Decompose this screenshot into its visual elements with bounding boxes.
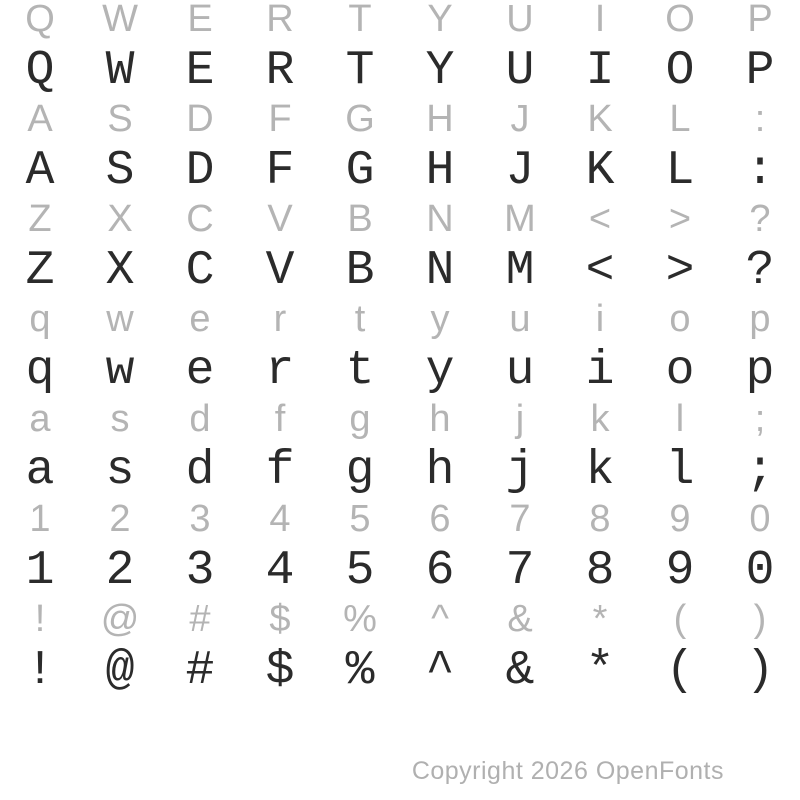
char-cell-specimen: 7 [505,544,535,598]
char-cell-label: t [354,297,366,340]
char-cell-specimen: u [505,344,535,398]
char-cell-label: g [349,397,371,440]
char-row-uppercase-bottom-specimen [0,244,800,298]
char-cell-specimen: h [425,444,455,498]
char-cell-label: P [747,0,773,40]
char-cell-specimen: y [425,344,455,398]
char-cell-label: < [588,197,612,240]
char-cell-label: M [504,197,536,240]
char-row-uppercase-home-specimen [0,144,800,198]
char-cell-label: X [107,197,133,240]
char-cell-specimen: O [665,44,695,98]
char-cell-specimen: P [745,44,775,98]
char-row-lowercase-home-specimen [0,444,800,498]
char-cell-specimen: 3 [185,544,215,598]
char-cell-label: ! [34,597,46,640]
copyright-text: Copyright 2026 OpenFonts [411,757,724,785]
char-cell-label: Y [427,0,453,40]
char-cell-specimen: W [105,44,135,98]
char-cell-specimen: g [345,444,375,498]
char-cell-label: ; [754,397,766,440]
char-cell-specimen: N [425,244,455,298]
char-cell-specimen: Z [25,244,55,298]
char-cell-label: ? [749,197,771,240]
char-cell-specimen: T [345,44,375,98]
char-cell-label: 4 [269,497,291,540]
char-cell-specimen: 4 [265,544,295,598]
char-row-lowercase-top-label [0,294,800,344]
char-cell-specimen: : [745,144,775,198]
char-cell-specimen: ( [665,644,695,698]
char-cell-label: J [510,97,530,140]
char-cell-specimen: % [345,644,375,698]
char-cell-label: H [426,97,454,140]
char-cell-specimen: # [185,644,215,698]
char-cell-specimen: V [265,244,295,298]
char-cell-specimen: A [25,144,55,198]
char-cell-specimen: ) [745,644,775,698]
char-cell-label: l [675,397,685,440]
char-cell-specimen: 2 [105,544,135,598]
char-cell-specimen: G [345,144,375,198]
char-cell-label: U [506,0,534,40]
char-cell-specimen: < [585,244,615,298]
char-cell-specimen: & [505,644,535,698]
char-cell-specimen: i [585,344,615,398]
char-cell-label: k [590,397,610,440]
char-cell-label: 3 [189,497,211,540]
char-cell-specimen: e [185,344,215,398]
char-row-uppercase-top-label [0,0,800,44]
char-cell-label: 0 [749,497,771,540]
char-cell-label: B [347,197,373,240]
char-cell-label: 9 [669,497,691,540]
char-row-digits-specimen [0,544,800,598]
char-cell-label: Q [25,0,55,40]
char-cell-label: Z [28,197,52,240]
char-cell-label: u [509,297,531,340]
char-cell-label: w [106,297,134,340]
char-cell-specimen: 5 [345,544,375,598]
char-cell-label: E [187,0,213,40]
char-cell-label: a [29,397,51,440]
char-cell-label: K [587,97,613,140]
char-cell-specimen: a [25,444,55,498]
char-cell-label: G [345,97,375,140]
char-cell-specimen: H [425,144,455,198]
char-cell-label: ) [753,597,767,640]
char-cell-label: S [107,97,133,140]
char-cell-label: 2 [109,497,131,540]
char-cell-label: N [426,197,454,240]
char-cell-specimen: B [345,244,375,298]
char-cell-specimen: > [665,244,695,298]
char-row-symbols-label [0,594,800,644]
char-cell-label: 5 [349,497,371,540]
char-cell-label: * [592,597,608,640]
char-cell-label: R [266,0,294,40]
char-cell-specimen: I [585,44,615,98]
char-cell-specimen: C [185,244,215,298]
char-cell-label: @ [100,597,140,640]
char-cell-label: # [189,597,211,640]
char-cell-specimen: 0 [745,544,775,598]
char-cell-label: : [754,97,766,140]
char-cell-label: f [274,397,286,440]
char-cell-label: I [594,0,606,40]
char-cell-specimen: o [665,344,695,398]
char-cell-specimen: f [265,444,295,498]
char-cell-label: ^ [431,597,449,640]
char-cell-specimen: d [185,444,215,498]
char-row-uppercase-bottom-label [0,194,800,244]
char-cell-specimen: j [505,444,535,498]
char-cell-label: h [429,397,451,440]
char-cell-label: j [515,397,525,440]
char-cell-specimen: w [105,344,135,398]
char-cell-specimen: k [585,444,615,498]
char-row-uppercase-top-specimen [0,44,800,98]
char-cell-specimen: $ [265,644,295,698]
char-cell-label: V [267,197,293,240]
char-cell-specimen: l [665,444,695,498]
char-cell-label: A [27,97,53,140]
char-cell-specimen: K [585,144,615,198]
char-cell-specimen: 1 [25,544,55,598]
char-cell-label: % [343,597,377,640]
char-cell-label: $ [269,597,291,640]
char-cell-label: & [507,597,533,640]
char-cell-specimen: U [505,44,535,98]
char-row-uppercase-home-label [0,94,800,144]
char-cell-label: 8 [589,497,611,540]
char-cell-specimen: * [585,644,615,698]
char-cell-specimen: L [665,144,695,198]
char-cell-specimen: r [265,344,295,398]
char-cell-label: > [668,197,692,240]
char-cell-specimen: t [345,344,375,398]
char-cell-label: 7 [509,497,531,540]
char-cell-specimen: Y [425,44,455,98]
char-row-symbols-specimen [0,644,800,698]
char-cell-specimen: ^ [425,644,455,698]
char-cell-label: ( [673,597,687,640]
char-cell-specimen: Q [25,44,55,98]
char-cell-label: p [749,297,771,340]
char-cell-label: D [186,97,214,140]
char-cell-specimen: F [265,144,295,198]
char-row-lowercase-home-label [0,394,800,444]
char-cell-label: C [186,197,214,240]
char-row-lowercase-top-specimen [0,344,800,398]
char-cell-specimen: R [265,44,295,98]
char-cell-specimen: ? [745,244,775,298]
char-cell-label: r [273,297,287,340]
char-cell-label: s [110,397,130,440]
char-cell-label: 6 [429,497,451,540]
char-cell-specimen: S [105,144,135,198]
char-cell-label: F [268,97,292,140]
char-cell-specimen: 8 [585,544,615,598]
char-cell-label: L [669,97,691,140]
char-cell-specimen: 9 [665,544,695,598]
char-cell-label: T [348,0,372,40]
char-cell-specimen: @ [105,644,135,698]
char-cell-specimen: ! [25,644,55,698]
char-cell-label: y [430,297,450,340]
char-cell-specimen: 6 [425,544,455,598]
char-cell-specimen: s [105,444,135,498]
char-cell-specimen: M [505,244,535,298]
char-cell-specimen: X [105,244,135,298]
char-cell-label: d [189,397,211,440]
char-cell-specimen: ; [745,444,775,498]
char-cell-label: e [189,297,211,340]
char-cell-label: 1 [29,497,51,540]
char-cell-label: O [665,0,695,40]
char-cell-specimen: D [185,144,215,198]
char-cell-specimen: J [505,144,535,198]
char-cell-label: W [102,0,138,40]
char-cell-label: q [29,297,51,340]
char-cell-specimen: q [25,344,55,398]
char-cell-label: i [595,297,605,340]
char-cell-label: o [669,297,691,340]
char-cell-specimen: E [185,44,215,98]
char-cell-specimen: p [745,344,775,398]
char-row-digits-label [0,494,800,544]
